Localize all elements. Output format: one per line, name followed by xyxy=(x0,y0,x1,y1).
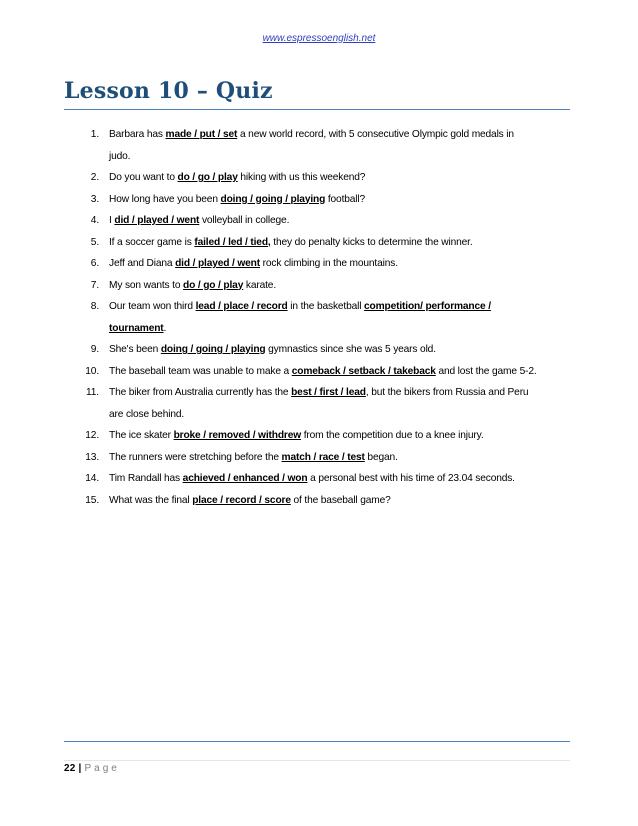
question-text: Jeff and Diana xyxy=(109,258,176,269)
answer-options: lead / place / record xyxy=(195,301,288,312)
question-number: 14. xyxy=(85,473,99,484)
question-text: are close behind. xyxy=(109,408,185,420)
question-body xyxy=(109,447,564,469)
answer-options: did / played / went xyxy=(175,258,260,269)
question-text: How long have you been xyxy=(109,193,221,205)
question-text: hiking with us this weekend? xyxy=(237,172,366,183)
question-text: What was the final xyxy=(109,494,193,506)
question-body xyxy=(109,404,564,426)
answer-options: best / first / lead xyxy=(291,387,366,398)
question-number: 6. xyxy=(90,258,99,269)
quiz-question xyxy=(64,468,564,490)
question-text: My son wants to xyxy=(109,279,184,291)
quiz-question xyxy=(64,425,564,447)
answer-options: place / record / score xyxy=(192,494,291,506)
question-number: 1. xyxy=(90,129,99,140)
question-text: The ice skater xyxy=(109,430,174,441)
question-text: a new world record, with 5 consecutive Olympic gold medals in xyxy=(237,129,514,140)
question-text: Do you want to xyxy=(109,172,178,183)
answer-options: match / race / test xyxy=(281,451,365,463)
question-text: If a soccer game is xyxy=(109,236,195,248)
quiz-question xyxy=(64,490,564,512)
question-text: gymnastics since she was 5 years old. xyxy=(265,344,436,355)
question-body xyxy=(109,167,564,189)
question-text: of the baseball game? xyxy=(290,494,391,506)
answer-options: do / go / play xyxy=(177,172,238,183)
question-text: Our team won third xyxy=(109,301,196,312)
question-text: volleyball in college. xyxy=(199,215,290,226)
answer-options: competition/ performance / xyxy=(364,301,491,312)
question-number: 13. xyxy=(85,451,99,463)
quiz-question-continuation xyxy=(64,318,564,340)
answer-options: doing / going / playing xyxy=(220,193,326,205)
question-text: judo. xyxy=(109,150,131,162)
question-text: and lost the game 5-2. xyxy=(435,365,537,377)
question-text: rock climbing in the mountains. xyxy=(259,258,398,269)
question-text: Tim Randall has xyxy=(109,473,183,484)
quiz-question xyxy=(64,167,564,189)
question-text: The biker from Australia currently has the xyxy=(109,387,292,398)
question-number: 9. xyxy=(90,344,99,355)
question-number: 7. xyxy=(90,279,99,291)
quiz-question-continuation xyxy=(64,146,564,168)
answer-options: did / played / went xyxy=(114,215,200,226)
question-text: , but the bikers from Russia and Peru xyxy=(365,387,529,398)
quiz-question xyxy=(64,382,564,404)
question-text: in the basketball xyxy=(287,301,365,312)
footer-divider xyxy=(64,741,570,742)
question-number xyxy=(64,318,109,340)
question-body xyxy=(109,189,564,211)
page-footer xyxy=(64,763,120,774)
question-body xyxy=(109,339,564,361)
question-text: Barbara has xyxy=(109,129,166,140)
quiz-question xyxy=(64,253,564,275)
answer-options: tournament xyxy=(109,322,164,334)
question-body xyxy=(109,425,564,447)
question-body xyxy=(109,124,564,146)
footer-separator: | xyxy=(78,763,82,774)
question-body xyxy=(109,361,564,383)
question-number: 8. xyxy=(90,301,99,312)
question-text: began. xyxy=(364,451,398,463)
question-text: The runners were stretching before the xyxy=(109,451,282,463)
question-text: . xyxy=(163,322,167,334)
question-text: they do penalty kicks to determine the winner. xyxy=(270,236,473,248)
quiz-question xyxy=(64,189,564,211)
question-number xyxy=(64,404,109,426)
question-body xyxy=(109,210,564,232)
quiz-question xyxy=(64,275,564,297)
question-body xyxy=(109,318,564,340)
answer-options: comeback / setback / takeback xyxy=(291,365,436,377)
question-text: The baseball team was unable to make a xyxy=(109,365,292,377)
question-body xyxy=(109,382,564,404)
quiz-question-list xyxy=(64,124,564,511)
question-number: 3. xyxy=(90,193,99,205)
question-body xyxy=(109,468,564,490)
question-number: 2. xyxy=(90,172,99,183)
answer-options: failed / led / tied, xyxy=(194,236,271,248)
page-number: 22 xyxy=(64,763,76,774)
question-number: 15. xyxy=(85,494,99,506)
answer-options: doing / going / playing xyxy=(160,344,266,355)
question-text: football? xyxy=(325,193,366,205)
question-text: a personal best with his time of 23.04 seconds. xyxy=(307,473,515,484)
question-body xyxy=(109,296,564,318)
header-url-link[interactable]: www.espressoenglish.net xyxy=(262,33,376,44)
question-number: 10. xyxy=(85,365,99,377)
quiz-question xyxy=(64,210,564,232)
question-text: She's been xyxy=(109,344,161,355)
question-body xyxy=(109,490,564,512)
quiz-question xyxy=(64,361,564,383)
question-number: 12. xyxy=(85,430,99,441)
question-body xyxy=(109,275,564,297)
quiz-question-continuation xyxy=(64,404,564,426)
question-text: from the competition due to a knee injury. xyxy=(301,430,484,441)
question-body xyxy=(109,146,564,168)
question-body xyxy=(109,253,564,275)
page-title: Lesson 10 – Quiz xyxy=(64,78,273,104)
question-body xyxy=(109,232,564,254)
answer-options: broke / removed / withdrew xyxy=(173,430,302,441)
quiz-question xyxy=(64,339,564,361)
question-number xyxy=(64,146,109,168)
answer-options: made / put / set xyxy=(165,129,238,140)
quiz-question xyxy=(64,447,564,469)
answer-options: achieved / enhanced / won xyxy=(182,473,308,484)
quiz-question xyxy=(64,296,564,318)
footer-divider-light xyxy=(64,760,570,761)
question-text: karate. xyxy=(243,279,276,291)
question-text: I xyxy=(109,215,115,226)
question-number: 4. xyxy=(90,215,99,226)
title-divider xyxy=(64,109,570,110)
quiz-question xyxy=(64,232,564,254)
answer-options: do / go / play xyxy=(183,279,244,291)
page-label: Page xyxy=(84,763,120,774)
question-number: 11. xyxy=(86,387,99,398)
question-number: 5. xyxy=(90,236,99,248)
quiz-question xyxy=(64,124,564,146)
